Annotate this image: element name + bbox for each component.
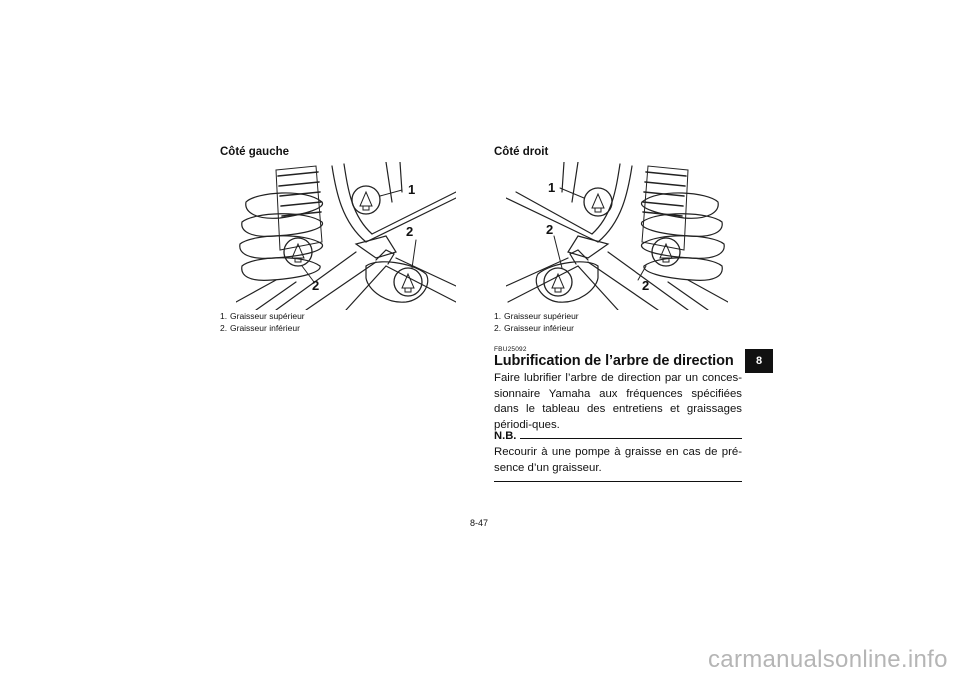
nb-label: N.B. [494,430,517,442]
callout-2: 2 [312,278,320,293]
watermark-text: carmanualsonline.info [708,646,948,673]
left-figure-legend [220,310,305,334]
callout-1: 1 [408,182,416,197]
page-number: 8-47 [470,518,489,528]
callout-2: 2 [642,278,650,293]
right-figure-title: Côté droit [494,146,549,158]
callout-1: 1 [548,180,556,195]
right-figure-legend [494,310,579,334]
nb-divider [520,438,742,439]
section-body: Faire lubrifier l’arbre de direction par un conces-sionnaire Yamaha aux fréquences spécifiées dans le tableau des entretiens et graissages périodi-ques. [494,372,742,431]
legend-text: Graisseur supérieur [504,311,579,321]
right-steering-illustration [506,162,728,310]
legend-number: 2. [494,323,502,333]
legend-number: 1. [494,311,502,321]
nb-header [494,430,742,442]
legend-item [220,322,305,334]
section-heading: Lubrification de l’arbre de direction [494,353,734,369]
legend-text: Graisseur supérieur [230,311,305,321]
left-steering-illustration [236,162,456,310]
legend-text: Graisseur inférieur [230,323,300,333]
section-code: FBU25092 [494,346,527,353]
nb-text: Recourir à une pompe à graisse en cas de pré-sence d’un graisseur. [494,446,742,474]
legend-number: 2. [220,323,228,333]
callout-2: 2 [406,224,414,239]
nb-bottom-rule [494,481,742,482]
chapter-tab: 8 [745,349,773,373]
legend-number: 1. [220,311,228,321]
legend-item [494,322,579,334]
callout-2: 2 [546,222,554,237]
left-figure-title: Côté gauche [220,146,290,158]
legend-text: Graisseur inférieur [504,323,574,333]
legend-item [494,310,579,322]
legend-item [220,310,305,322]
